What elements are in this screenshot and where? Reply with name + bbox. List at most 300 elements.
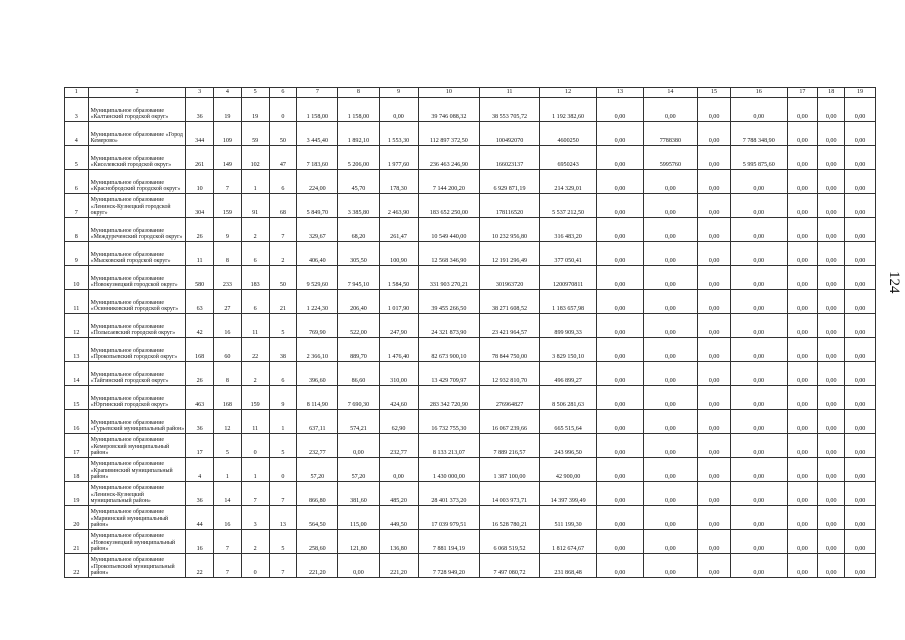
value-cell: 0,00 bbox=[643, 410, 697, 434]
municipality-name-cell: Муниципальное образование «Крапивинский муниципальный район» bbox=[88, 458, 186, 482]
table-row bbox=[65, 98, 876, 122]
value-cell: 86,60 bbox=[338, 362, 379, 386]
municipality-name-cell: Муниципальное образование «Новокузнецкий муниципальный район» bbox=[88, 530, 186, 554]
column-number-header: 15 bbox=[698, 88, 731, 98]
value-cell: 50 bbox=[269, 266, 297, 290]
value-cell: 0,00 bbox=[597, 506, 643, 530]
table-row bbox=[65, 554, 876, 578]
value-cell: 100,90 bbox=[379, 242, 418, 266]
value-cell: 23 421 964,57 bbox=[480, 314, 540, 338]
value-cell: 0,00 bbox=[845, 434, 876, 458]
value-cell: 0,00 bbox=[597, 530, 643, 554]
value-cell: 0,00 bbox=[597, 170, 643, 194]
value-cell: 0 bbox=[269, 458, 297, 482]
value-cell: 496 899,27 bbox=[539, 362, 597, 386]
value-cell: 12 932 810,70 bbox=[480, 362, 540, 386]
value-cell: 0,00 bbox=[597, 146, 643, 170]
value-cell: 0,00 bbox=[597, 458, 643, 482]
value-cell: 10 232 956,80 bbox=[480, 218, 540, 242]
value-cell: 0,00 bbox=[730, 554, 787, 578]
register-table bbox=[64, 87, 876, 578]
value-cell: 7 bbox=[214, 170, 242, 194]
value-cell: 0,00 bbox=[730, 386, 787, 410]
municipality-name-cell: Муниципальное образование «Ленинск-Кузнецкий городской округ» bbox=[88, 194, 186, 218]
value-cell: 0,00 bbox=[787, 434, 818, 458]
value-cell: 258,60 bbox=[297, 530, 338, 554]
value-cell: 16 bbox=[214, 506, 242, 530]
value-cell: 236 463 246,90 bbox=[418, 146, 480, 170]
value-cell: 0,00 bbox=[787, 170, 818, 194]
value-cell: 0,00 bbox=[818, 242, 845, 266]
value-cell: 6 bbox=[269, 362, 297, 386]
value-cell: 0,00 bbox=[643, 194, 697, 218]
value-cell: 0,00 bbox=[787, 122, 818, 146]
value-cell: 22 bbox=[241, 338, 269, 362]
value-cell: 0,00 bbox=[818, 122, 845, 146]
value-cell: 9 529,60 bbox=[297, 266, 338, 290]
value-cell: 0,00 bbox=[597, 482, 643, 506]
value-cell: 68,20 bbox=[338, 218, 379, 242]
value-cell: 82 673 900,10 bbox=[418, 338, 480, 362]
value-cell: 16 528 780,21 bbox=[480, 506, 540, 530]
value-cell: 19 bbox=[241, 98, 269, 122]
value-cell: 0,00 bbox=[698, 554, 731, 578]
value-cell: 3 385,80 bbox=[338, 194, 379, 218]
value-cell: 0,00 bbox=[698, 410, 731, 434]
value-cell: 276964827 bbox=[480, 386, 540, 410]
value-cell: 7 144 200,20 bbox=[418, 170, 480, 194]
value-cell: 424,60 bbox=[379, 386, 418, 410]
value-cell: 112 897 372,50 bbox=[418, 122, 480, 146]
value-cell: 0,00 bbox=[818, 146, 845, 170]
value-cell: 6 bbox=[241, 242, 269, 266]
table-row bbox=[65, 314, 876, 338]
value-cell: 1 bbox=[214, 458, 242, 482]
row-number-cell: 10 bbox=[65, 266, 89, 290]
value-cell: 5 995 875,60 bbox=[730, 146, 787, 170]
value-cell: 50 bbox=[269, 122, 297, 146]
value-cell: 0,00 bbox=[643, 170, 697, 194]
value-cell: 463 bbox=[186, 386, 214, 410]
column-number-header: 5 bbox=[241, 88, 269, 98]
value-cell: 2 366,10 bbox=[297, 338, 338, 362]
row-number-cell: 13 bbox=[65, 338, 89, 362]
value-cell: 9 bbox=[269, 386, 297, 410]
row-number-cell: 20 bbox=[65, 506, 89, 530]
value-cell: 0,00 bbox=[787, 554, 818, 578]
value-cell: 0,00 bbox=[698, 146, 731, 170]
value-cell: 19 bbox=[214, 98, 242, 122]
value-cell: 232,77 bbox=[379, 434, 418, 458]
value-cell: 10 bbox=[186, 170, 214, 194]
table-row bbox=[65, 266, 876, 290]
value-cell: 0,00 bbox=[787, 98, 818, 122]
value-cell: 396,60 bbox=[297, 362, 338, 386]
value-cell: 0,00 bbox=[787, 314, 818, 338]
value-cell: 36 bbox=[186, 410, 214, 434]
municipality-name-cell: Муниципальное образование «Тайгинский городской округ» bbox=[88, 362, 186, 386]
value-cell: 16 bbox=[186, 530, 214, 554]
value-cell: 247,90 bbox=[379, 314, 418, 338]
row-number-cell: 12 bbox=[65, 314, 89, 338]
value-cell: 1 430 000,00 bbox=[418, 458, 480, 482]
value-cell: 0,00 bbox=[845, 506, 876, 530]
value-cell: 0,00 bbox=[730, 266, 787, 290]
value-cell: 44 bbox=[186, 506, 214, 530]
value-cell: 0,00 bbox=[643, 506, 697, 530]
value-cell: 449,50 bbox=[379, 506, 418, 530]
value-cell: 261,47 bbox=[379, 218, 418, 242]
value-cell: 159 bbox=[241, 386, 269, 410]
row-number-cell: 9 bbox=[65, 242, 89, 266]
value-cell: 13 bbox=[269, 506, 297, 530]
value-cell: 0,00 bbox=[643, 218, 697, 242]
value-cell: 231 868,48 bbox=[539, 554, 597, 578]
row-number-cell: 19 bbox=[65, 482, 89, 506]
value-cell: 0,00 bbox=[698, 122, 731, 146]
value-cell: 406,40 bbox=[297, 242, 338, 266]
column-number-header: 18 bbox=[818, 88, 845, 98]
row-number-cell: 18 bbox=[65, 458, 89, 482]
value-cell: 26 bbox=[186, 218, 214, 242]
row-number-cell: 3 bbox=[65, 98, 89, 122]
value-cell: 7 bbox=[269, 218, 297, 242]
value-cell: 1 476,40 bbox=[379, 338, 418, 362]
value-cell: 7 889 216,57 bbox=[480, 434, 540, 458]
value-cell: 0,00 bbox=[730, 290, 787, 314]
table-row bbox=[65, 170, 876, 194]
value-cell: 0,00 bbox=[787, 386, 818, 410]
value-cell: 0,00 bbox=[730, 338, 787, 362]
value-cell: 0,00 bbox=[845, 122, 876, 146]
value-cell: 10 549 440,00 bbox=[418, 218, 480, 242]
value-cell: 221,20 bbox=[297, 554, 338, 578]
value-cell: 0,00 bbox=[818, 386, 845, 410]
value-cell: 3 445,40 bbox=[297, 122, 338, 146]
value-cell: 0,00 bbox=[597, 266, 643, 290]
value-cell: 1 224,30 bbox=[297, 290, 338, 314]
value-cell: 0,00 bbox=[597, 98, 643, 122]
column-number-header: 12 bbox=[539, 88, 597, 98]
municipality-name-cell: Муниципальное образование «Осинниковский городской округ» bbox=[88, 290, 186, 314]
value-cell: 564,50 bbox=[297, 506, 338, 530]
value-cell: 5 537 212,50 bbox=[539, 194, 597, 218]
value-cell: 0,00 bbox=[845, 482, 876, 506]
municipality-name-cell: Муниципальное образование «Междуреченский городской округ» bbox=[88, 218, 186, 242]
value-cell: 178116520 bbox=[480, 194, 540, 218]
value-cell: 0,00 bbox=[730, 482, 787, 506]
value-cell: 889,70 bbox=[338, 338, 379, 362]
value-cell: 7788380 bbox=[643, 122, 697, 146]
value-cell: 0,00 bbox=[787, 218, 818, 242]
value-cell: 0,00 bbox=[698, 362, 731, 386]
value-cell: 0,00 bbox=[698, 290, 731, 314]
value-cell: 0,00 bbox=[787, 458, 818, 482]
table-row bbox=[65, 146, 876, 170]
municipality-name-cell: Муниципальное образование «Прокопьевский городской округ» bbox=[88, 338, 186, 362]
value-cell: 261 bbox=[186, 146, 214, 170]
table-row bbox=[65, 122, 876, 146]
row-number-cell: 11 bbox=[65, 290, 89, 314]
value-cell: 0,00 bbox=[845, 290, 876, 314]
value-cell: 377 050,41 bbox=[539, 242, 597, 266]
value-cell: 0,00 bbox=[597, 386, 643, 410]
value-cell: 243 996,50 bbox=[539, 434, 597, 458]
value-cell: 0,00 bbox=[643, 482, 697, 506]
column-number-header: 19 bbox=[845, 88, 876, 98]
value-cell: 2 463,90 bbox=[379, 194, 418, 218]
column-number-header: 1 bbox=[65, 88, 89, 98]
table-row bbox=[65, 458, 876, 482]
value-cell: 0,00 bbox=[845, 242, 876, 266]
value-cell: 7 183,60 bbox=[297, 146, 338, 170]
table-row bbox=[65, 290, 876, 314]
value-cell: 0,00 bbox=[845, 266, 876, 290]
value-cell: 0,00 bbox=[698, 194, 731, 218]
value-cell: 8 133 213,07 bbox=[418, 434, 480, 458]
value-cell: 36 bbox=[186, 482, 214, 506]
value-cell: 0,00 bbox=[845, 170, 876, 194]
value-cell: 0,00 bbox=[730, 170, 787, 194]
value-cell: 8 bbox=[214, 362, 242, 386]
value-cell: 0,00 bbox=[597, 434, 643, 458]
table-row bbox=[65, 194, 876, 218]
value-cell: 0,00 bbox=[787, 338, 818, 362]
value-cell: 17 bbox=[186, 434, 214, 458]
value-cell: 1 553,30 bbox=[379, 122, 418, 146]
value-cell: 0,00 bbox=[730, 194, 787, 218]
value-cell: 6 bbox=[241, 290, 269, 314]
value-cell: 329,67 bbox=[297, 218, 338, 242]
value-cell: 0,00 bbox=[845, 530, 876, 554]
value-cell: 0,00 bbox=[787, 242, 818, 266]
value-cell: 0,00 bbox=[597, 314, 643, 338]
value-cell: 0,00 bbox=[730, 218, 787, 242]
value-cell: 5 bbox=[269, 314, 297, 338]
value-cell: 0,00 bbox=[818, 482, 845, 506]
value-cell: 0,00 bbox=[845, 194, 876, 218]
value-cell: 304 bbox=[186, 194, 214, 218]
value-cell: 59 bbox=[241, 122, 269, 146]
value-cell: 866,80 bbox=[297, 482, 338, 506]
value-cell: 0,00 bbox=[379, 98, 418, 122]
value-cell: 0,00 bbox=[818, 434, 845, 458]
value-cell: 1 183 657,98 bbox=[539, 290, 597, 314]
value-cell: 0,00 bbox=[818, 530, 845, 554]
municipality-name-cell: Муниципальное образование «Город Кемерово» bbox=[88, 122, 186, 146]
value-cell: 6950243 bbox=[539, 146, 597, 170]
page-number: 124 bbox=[886, 270, 902, 294]
value-cell: 5995760 bbox=[643, 146, 697, 170]
value-cell: 11 bbox=[186, 242, 214, 266]
value-cell: 42 bbox=[186, 314, 214, 338]
value-cell: 574,21 bbox=[338, 410, 379, 434]
value-cell: 21 bbox=[269, 290, 297, 314]
value-cell: 769,90 bbox=[297, 314, 338, 338]
value-cell: 206,40 bbox=[338, 290, 379, 314]
value-cell: 7 bbox=[269, 482, 297, 506]
value-cell: 0,00 bbox=[787, 266, 818, 290]
row-number-cell: 7 bbox=[65, 194, 89, 218]
value-cell: 100492070 bbox=[480, 122, 540, 146]
municipality-name-cell: Муниципальное образование «Мариинский муниципальный район» bbox=[88, 506, 186, 530]
value-cell: 39 746 088,32 bbox=[418, 98, 480, 122]
value-cell: 0,00 bbox=[698, 434, 731, 458]
value-cell: 14 003 973,71 bbox=[480, 482, 540, 506]
value-cell: 8 114,90 bbox=[297, 386, 338, 410]
value-cell: 0,00 bbox=[818, 362, 845, 386]
value-cell: 0,00 bbox=[787, 362, 818, 386]
value-cell: 14 397 399,49 bbox=[539, 482, 597, 506]
value-cell: 0,00 bbox=[643, 266, 697, 290]
value-cell: 2 bbox=[241, 362, 269, 386]
value-cell: 0,00 bbox=[730, 506, 787, 530]
value-cell: 0,00 bbox=[845, 218, 876, 242]
value-cell: 0,00 bbox=[597, 290, 643, 314]
value-cell: 0,00 bbox=[787, 146, 818, 170]
value-cell: 11 bbox=[241, 314, 269, 338]
value-cell: 6 bbox=[269, 170, 297, 194]
value-cell: 7 728 949,20 bbox=[418, 554, 480, 578]
value-cell: 1200970811 bbox=[539, 266, 597, 290]
row-number-cell: 16 bbox=[65, 410, 89, 434]
value-cell: 0,00 bbox=[597, 218, 643, 242]
value-cell: 310,00 bbox=[379, 362, 418, 386]
value-cell: 12 568 346,90 bbox=[418, 242, 480, 266]
value-cell: 78 844 750,00 bbox=[480, 338, 540, 362]
row-number-cell: 22 bbox=[65, 554, 89, 578]
value-cell: 6 068 519,52 bbox=[480, 530, 540, 554]
value-cell: 0 bbox=[241, 554, 269, 578]
value-cell: 0,00 bbox=[597, 122, 643, 146]
value-cell: 301963720 bbox=[480, 266, 540, 290]
value-cell: 7 bbox=[214, 530, 242, 554]
value-cell: 45,70 bbox=[338, 170, 379, 194]
value-cell: 1 387 100,00 bbox=[480, 458, 540, 482]
value-cell: 1 192 382,60 bbox=[539, 98, 597, 122]
value-cell: 1 bbox=[241, 458, 269, 482]
value-cell: 38 553 705,72 bbox=[480, 98, 540, 122]
value-cell: 1 892,10 bbox=[338, 122, 379, 146]
table-row bbox=[65, 218, 876, 242]
value-cell: 224,00 bbox=[297, 170, 338, 194]
value-cell: 1 158,00 bbox=[338, 98, 379, 122]
value-cell: 522,00 bbox=[338, 314, 379, 338]
value-cell: 36 bbox=[186, 98, 214, 122]
value-cell: 1 977,60 bbox=[379, 146, 418, 170]
municipality-name-cell: Муниципальное образование «Полысаевский городской округ» bbox=[88, 314, 186, 338]
value-cell: 47 bbox=[269, 146, 297, 170]
value-cell: 1 bbox=[241, 170, 269, 194]
municipality-name-cell: Муниципальное образование «Гурьевский муниципальный район» bbox=[88, 410, 186, 434]
value-cell: 26 bbox=[186, 362, 214, 386]
value-cell: 7 945,10 bbox=[338, 266, 379, 290]
column-number-header: 13 bbox=[597, 88, 643, 98]
value-cell: 221,20 bbox=[379, 554, 418, 578]
row-number-cell: 8 bbox=[65, 218, 89, 242]
value-cell: 0 bbox=[241, 434, 269, 458]
table-row bbox=[65, 242, 876, 266]
value-cell: 68 bbox=[269, 194, 297, 218]
column-number-header: 9 bbox=[379, 88, 418, 98]
value-cell: 13 429 709,97 bbox=[418, 362, 480, 386]
value-cell: 0,00 bbox=[338, 434, 379, 458]
value-cell: 0,00 bbox=[730, 434, 787, 458]
value-cell: 1 584,50 bbox=[379, 266, 418, 290]
value-cell: 0,00 bbox=[597, 410, 643, 434]
municipality-name-cell: Муниципальное образование «Кемеровский муниципальный район» bbox=[88, 434, 186, 458]
value-cell: 39 455 266,50 bbox=[418, 290, 480, 314]
value-cell: 7 881 194,19 bbox=[418, 530, 480, 554]
value-cell: 0,00 bbox=[818, 554, 845, 578]
value-cell: 0,00 bbox=[698, 314, 731, 338]
value-cell: 0,00 bbox=[597, 194, 643, 218]
value-cell: 5 849,70 bbox=[297, 194, 338, 218]
value-cell: 0,00 bbox=[643, 290, 697, 314]
value-cell: 115,00 bbox=[338, 506, 379, 530]
row-number-cell: 6 bbox=[65, 170, 89, 194]
value-cell: 0,00 bbox=[845, 554, 876, 578]
municipality-name-cell: Муниципальное образование «Ленинск-Кузнецкий муниципальный район» bbox=[88, 482, 186, 506]
value-cell: 0,00 bbox=[597, 242, 643, 266]
value-cell: 283 342 720,90 bbox=[418, 386, 480, 410]
municipality-name-cell: Муниципальное образование «Новокузнецкий городской округ» bbox=[88, 266, 186, 290]
value-cell: 14 bbox=[214, 482, 242, 506]
table-row bbox=[65, 434, 876, 458]
value-cell: 149 bbox=[214, 146, 242, 170]
column-number-header: 14 bbox=[643, 88, 697, 98]
value-cell: 0,00 bbox=[845, 146, 876, 170]
value-cell: 183 652 250,00 bbox=[418, 194, 480, 218]
value-cell: 0,00 bbox=[845, 314, 876, 338]
row-number-cell: 4 bbox=[65, 122, 89, 146]
value-cell: 0,00 bbox=[845, 98, 876, 122]
value-cell: 0,00 bbox=[787, 194, 818, 218]
value-cell: 0,00 bbox=[730, 98, 787, 122]
value-cell: 305,50 bbox=[338, 242, 379, 266]
value-cell: 381,60 bbox=[338, 482, 379, 506]
value-cell: 0,00 bbox=[643, 434, 697, 458]
value-cell: 665 515,64 bbox=[539, 410, 597, 434]
value-cell: 102 bbox=[241, 146, 269, 170]
value-cell: 331 903 270,21 bbox=[418, 266, 480, 290]
value-cell: 0,00 bbox=[818, 290, 845, 314]
table-row bbox=[65, 362, 876, 386]
value-cell: 28 401 373,20 bbox=[418, 482, 480, 506]
value-cell: 57,20 bbox=[338, 458, 379, 482]
value-cell: 7 bbox=[241, 482, 269, 506]
value-cell: 232,77 bbox=[297, 434, 338, 458]
value-cell: 316 483,20 bbox=[539, 218, 597, 242]
column-number-header: 4 bbox=[214, 88, 242, 98]
value-cell: 0,00 bbox=[845, 458, 876, 482]
value-cell: 16 732 755,30 bbox=[418, 410, 480, 434]
value-cell: 42 900,00 bbox=[539, 458, 597, 482]
column-number-header: 2 bbox=[88, 88, 186, 98]
table-row bbox=[65, 410, 876, 434]
value-cell: 57,20 bbox=[297, 458, 338, 482]
value-cell: 0,00 bbox=[698, 530, 731, 554]
table-row bbox=[65, 506, 876, 530]
row-number-cell: 17 bbox=[65, 434, 89, 458]
value-cell: 12 bbox=[214, 410, 242, 434]
value-cell: 0 bbox=[269, 98, 297, 122]
value-cell: 0,00 bbox=[818, 266, 845, 290]
column-number-header: 8 bbox=[338, 88, 379, 98]
value-cell: 24 321 873,90 bbox=[418, 314, 480, 338]
value-cell: 0,00 bbox=[698, 218, 731, 242]
row-number-cell: 15 bbox=[65, 386, 89, 410]
